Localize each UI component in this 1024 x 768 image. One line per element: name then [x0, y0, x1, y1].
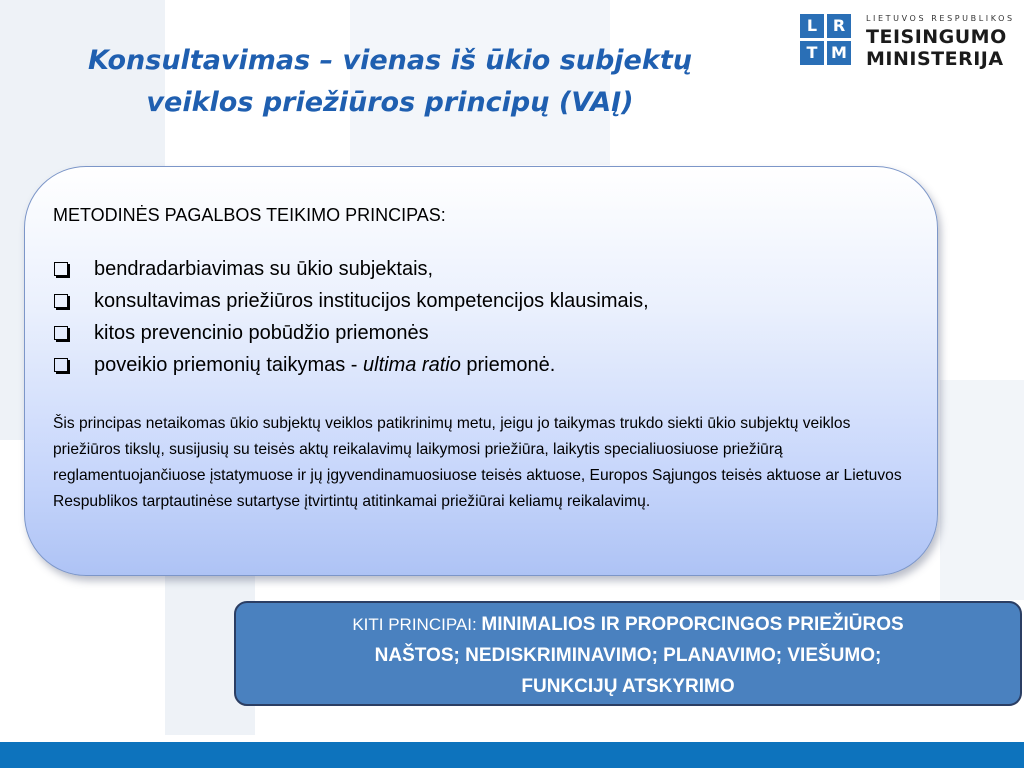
bullet-italic-text: ultima ratio — [363, 354, 461, 376]
checkbox-square-icon — [54, 294, 68, 308]
other-principles-value-line2: NAŠTOS; NEDISKRIMINAVIMO; PLANAVIMO; VIEŠUMO; — [374, 645, 882, 666]
bullet-text: kitos prevencinio pobūdžio priemonės — [94, 322, 429, 344]
other-principles-box — [234, 601, 1022, 706]
list-item — [51, 317, 649, 349]
other-principles-label: KITI PRINCIPAI: — [352, 615, 482, 634]
other-principles-value-line1: MINIMALIOS IR PROPORCINGOS PRIEŽIŪROS — [481, 614, 904, 635]
background-square — [940, 380, 1024, 600]
logo-cell: T — [800, 41, 824, 65]
checkbox-square-icon — [54, 326, 68, 340]
other-principles-value-line3: FUNKCIJŲ ATSKYRIMO — [521, 676, 735, 697]
slide-title-line1: Konsultavimas – vienas iš ūkio subjektų — [88, 45, 692, 76]
bullet-text-after: priemonė. — [460, 354, 556, 376]
bullet-text: bendradarbiavimas su ūkio subjektais, — [94, 258, 434, 280]
list-item — [51, 349, 649, 381]
logo-text-line1: TEISINGUMO — [866, 26, 1007, 48]
logo-cell: L — [800, 14, 824, 38]
slide-title-line2: veiklos priežiūros principų (VAĮ) — [146, 87, 634, 118]
logo-cell: R — [827, 14, 851, 38]
list-item — [51, 285, 649, 317]
bullet-text: poveikio priemonių taikymas - — [94, 354, 363, 376]
logo-small-text: LIETUVOS RESPUBLIKOS — [866, 14, 1015, 23]
exception-note: Šis principas netaikomas ūkio subjektų veiklos patikrinimų metu, jeigu jo taikymas trukdo siekti ūkio subjektų veiklos priežiūros tikslų, susijusių su teisės aktų reikalavimų laikymosi priežiūra, laikytis specialiuosiuose priežiūrą reglamentuojančiuose įstatymuose ir jų įgyvendinamuosiuose teisės aktuose, Europos Sąjungos teisės aktuose ar Lietuvos Respublikos tarptautinėse sutartyse įtvirtintų atitinkamai priežiūrai keliamų reikalavimų. — [53, 415, 902, 510]
panel-heading: METODINĖS PAGALBOS TEIKIMO PRINCIPAS: — [53, 205, 446, 225]
checkbox-square-icon — [54, 358, 68, 372]
list-item — [51, 253, 649, 285]
checkbox-square-icon — [54, 262, 68, 276]
bullet-list — [51, 253, 649, 381]
logo-mark — [800, 14, 856, 70]
principle-panel — [24, 166, 938, 576]
footer-bar — [0, 742, 1024, 768]
bullet-text: konsultavimas priežiūros institucijos kompetencijos klausimais, — [94, 290, 649, 312]
slide-title — [60, 40, 720, 124]
logo-cell: M — [827, 41, 851, 65]
ministry-logo — [800, 14, 1018, 76]
logo-text-line2: MINISTERIJA — [866, 48, 1004, 70]
